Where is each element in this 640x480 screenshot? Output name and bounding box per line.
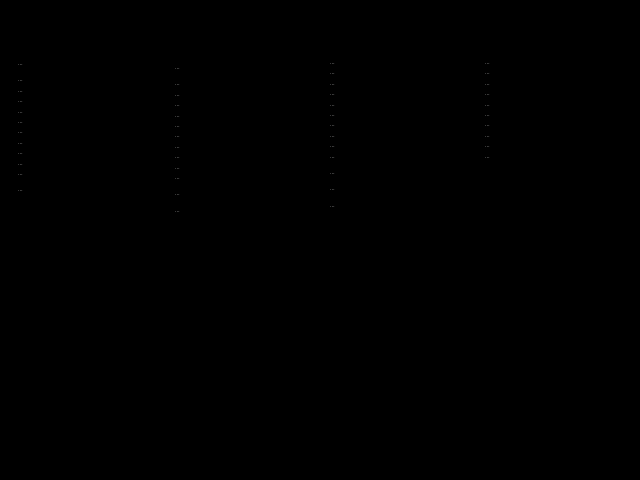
column-2-stanza-10: … [175,176,180,182]
column-3-part2-stanza-1: … [330,203,335,209]
column-4-stanza-1: … [485,61,490,66]
column-1-stanza-4: … [18,109,23,115]
column-3-stanza-6: … [330,113,335,119]
column-2 [175,66,325,225]
column-3-divider: … [330,171,335,177]
column-1-stanza-8: … [18,151,23,157]
column-4-stanza-10: … [485,154,490,160]
column-2-divider: … [175,192,180,198]
column-1-stanza-9: … [18,161,23,167]
column-3-stanza-1: … [330,61,335,66]
column-3-stanza-7: … [330,123,335,129]
column-1-stanza-2: … [18,88,23,94]
column-1-stanza-6: … [18,130,23,136]
column-4-stanza-9: … [485,144,490,150]
column-1-stanza-5: … [18,120,23,126]
column-4-stanza-7: … [485,123,490,129]
column-4 [485,61,635,165]
column-2-stanza-6: … [175,134,180,140]
column-3-stanza-5: … [330,102,335,108]
column-3-stanza-8: … [330,133,335,139]
column-2-stanza-9: … [175,165,180,171]
column-4-stanza-3: … [485,81,490,87]
column-1-stanza-3: … [18,99,23,105]
column-3 [330,61,480,214]
column-3-stanza-9: … [330,144,335,150]
column-2-heading: … [175,66,180,71]
column-2-stanza-2: … [175,92,180,98]
column-2-stanza-4: … [175,113,180,119]
column-2-stanza-8: … [175,155,180,161]
column-3-stanza-10: … [330,154,335,160]
column-3-stanza-2: … [330,71,335,77]
column-1-stanza-1: … [18,78,23,84]
column-1-heading: … [18,62,23,67]
column-1-stanza-7: … [18,140,23,146]
column-4-stanza-2: … [485,71,490,77]
column-3-stanza-3: … [330,81,335,87]
column-4-stanza-8: … [485,133,490,139]
column-3-subheading: … [330,187,335,193]
column-2-stanza-7: … [175,144,180,150]
column-2-stanza-3: … [175,103,180,109]
column-4-stanza-4: … [485,92,490,98]
column-3-stanza-4: … [330,92,335,98]
column-1-divider: … [18,188,23,194]
column-4-stanza-6: … [485,113,490,119]
column-4-stanza-5: … [485,102,490,108]
column-1 [18,62,168,205]
column-2-subheading: … [175,208,180,214]
column-2-stanza-1: … [175,82,180,88]
column-2-stanza-5: … [175,124,180,130]
column-1-stanza-10: … [18,172,23,178]
